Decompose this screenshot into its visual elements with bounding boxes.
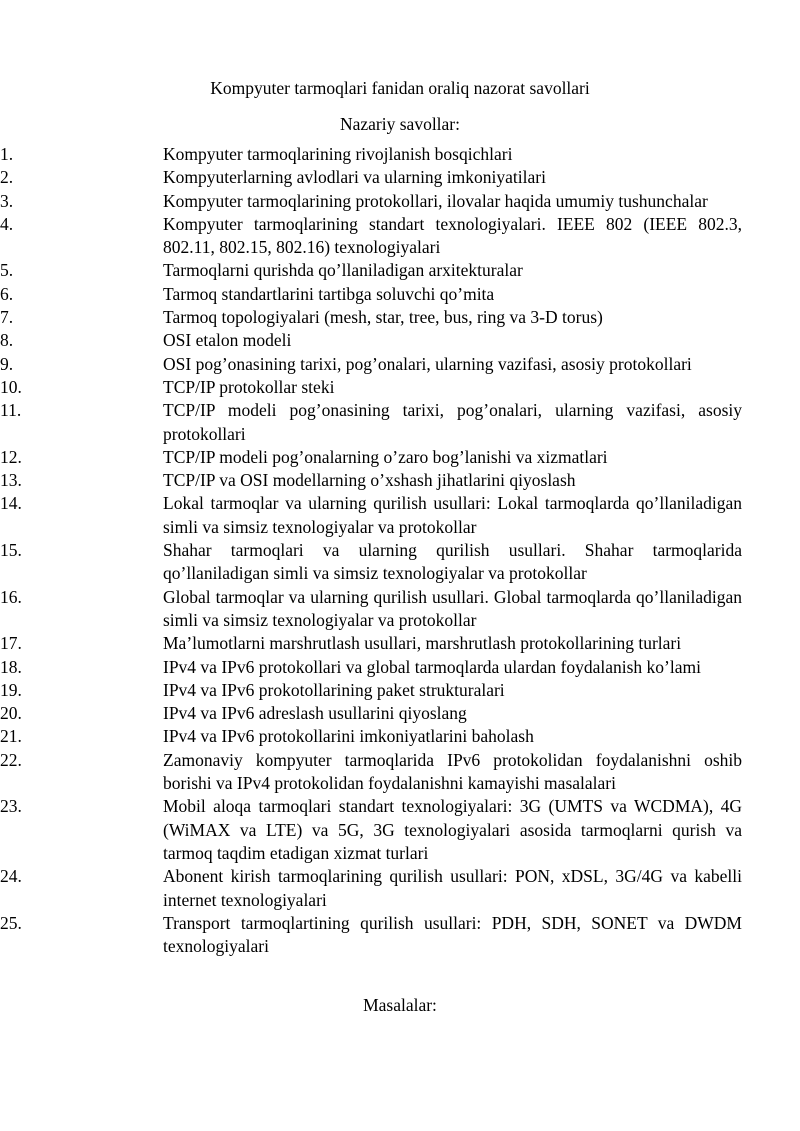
question-item <box>0 679 800 702</box>
question-item <box>0 166 800 189</box>
question-number: 22. <box>0 749 22 770</box>
question-item <box>0 306 800 329</box>
question-number: 8. <box>0 330 14 351</box>
question-text: IPv4 va IPv6 protokollarini imkoniyatlarini baholash <box>163 726 534 747</box>
question-text: Kompyuter tarmoqlarining standart texnologiyalari. IEEE 802 (IEEE 802.3, 802.11, 802.15, 802.16) texnologiyalari <box>163 213 742 258</box>
question-item <box>0 586 800 633</box>
question-item <box>0 353 800 376</box>
question-item <box>0 725 800 748</box>
question-item <box>0 632 800 655</box>
question-item <box>0 865 800 912</box>
question-text: Shahar tarmoqlari va ularning qurilish usullari. Shahar tarmoqlarida qo’llaniladigan simli va simsiz texnologiyalar va protokollar <box>163 540 742 584</box>
question-item <box>0 446 800 469</box>
question-item <box>0 259 800 282</box>
question-item <box>0 399 800 446</box>
question-number: 7. <box>0 307 14 328</box>
question-item <box>0 469 800 492</box>
question-text: IPv4 va IPv6 protokollari va global tarmoqlarda ulardan foydalanish ko’lami <box>163 656 701 677</box>
question-text: Transport tarmoqlartining qurilish usullari: PDH, SDH, SONET va DWDM texnologiyalari <box>163 912 742 957</box>
question-number: 5. <box>0 260 14 281</box>
section-heading-theory: Nazariy savollar: <box>339 114 460 134</box>
question-text: Zamonaviy kompyuter tarmoqlarida IPv6 protokolidan foydalanishni oshib borishi va IPv4 protokolidan foydalanishni kamayishi masalalari <box>163 749 742 794</box>
question-text: TCP/IP protokollar steki <box>163 376 335 397</box>
question-text: Global tarmoqlar va ularning qurilish usullari. Global tarmoqlarda qo’llaniladigan simli va simsiz texnologiyalar va protokollar <box>163 586 742 630</box>
question-item <box>0 213 800 260</box>
question-number: 18. <box>0 656 22 677</box>
question-text: Mobil aloqa tarmoqlari standart texnologiyalari: 3G (UMTS va WCDMA), 4G (WiMAX va LTE) va 5G, 3G texnologiyalari asosida tarmoqlarni qurish va tarmoq taqdim etadigan xizmat turlari <box>163 796 742 863</box>
document-title: Kompyuter tarmoqlari fanidan oraliq nazorat savollari <box>210 78 590 98</box>
question-number: 14. <box>0 493 22 514</box>
question-text: Lokal tarmoqlar va ularning qurilish usullari: Lokal tarmoqlarda qo’llaniladigan simli va simsiz texnologiyalar va protokollar <box>163 493 742 537</box>
question-list <box>0 143 800 958</box>
section-heading-problems: Masalalar: <box>363 995 437 1015</box>
question-number: 4. <box>0 213 14 234</box>
question-item <box>0 190 800 213</box>
question-text: TCP/IP va OSI modellarning o’xshash jihatlarini qiyoslash <box>163 470 576 491</box>
question-number: 16. <box>0 586 22 607</box>
question-text: Tarmoq standartlarini tartibga soluvchi qo’mita <box>163 283 495 304</box>
question-number: 23. <box>0 796 22 817</box>
question-item <box>0 492 800 539</box>
question-item <box>0 329 800 352</box>
question-number: 2. <box>0 167 14 188</box>
question-number: 17. <box>0 633 22 654</box>
question-number: 20. <box>0 703 22 724</box>
question-number: 1. <box>0 144 14 164</box>
question-text: Kompyuter tarmoqlarining protokollari, ilovalar haqida umumiy tushunchalar <box>163 190 708 211</box>
question-text: IPv4 va IPv6 adreslash usullarini qiyoslang <box>163 703 467 724</box>
question-number: 3. <box>0 190 14 211</box>
question-item <box>0 702 800 725</box>
question-item <box>0 376 800 399</box>
question-item <box>0 656 800 679</box>
question-number: 13. <box>0 470 22 491</box>
question-number: 19. <box>0 679 22 700</box>
question-number: 25. <box>0 912 22 933</box>
question-text: IPv4 va IPv6 prokotollarining paket strukturalari <box>163 679 505 700</box>
question-item <box>0 912 800 959</box>
question-number: 21. <box>0 726 22 747</box>
question-number: 10. <box>0 376 22 397</box>
question-number: 11. <box>0 400 22 421</box>
question-text: TCP/IP modeli pog’onasining tarixi, pog’onalari, ularning vazifasi, asosiy protokollari <box>163 400 742 444</box>
question-number: 6. <box>0 283 14 304</box>
question-text: OSI pog’onasining tarixi, pog’onalari, ularning vazifasi, asosiy protokollari <box>163 353 692 374</box>
question-item <box>0 795 800 865</box>
question-text: Kompyuterlarning avlodlari va ularning imkoniyatilari <box>163 167 546 188</box>
question-text: Ma’lumotlarni marshrutlash usullari, marshrutlash protokollarining turlari <box>163 633 682 654</box>
question-number: 24. <box>0 866 22 887</box>
question-item <box>0 539 800 586</box>
question-item <box>0 143 800 166</box>
question-item <box>0 749 800 796</box>
question-text: Kompyuter tarmoqlarining rivojlanish bosqichlari <box>163 144 513 164</box>
question-number: 9. <box>0 353 14 374</box>
question-text: Tarmoq topologiyalari (mesh, star, tree, bus, ring va 3-D torus) <box>163 307 603 328</box>
question-text: Tarmoqlarni qurishda qo’llaniladigan arxitekturalar <box>163 260 523 281</box>
question-item <box>0 283 800 306</box>
question-text: OSI etalon modeli <box>163 330 292 351</box>
question-number: 15. <box>0 540 22 561</box>
question-text: TCP/IP modeli pog’onalarning o’zaro bog’lanishi va xizmatlari <box>163 446 608 467</box>
question-number: 12. <box>0 446 22 467</box>
question-text: Abonent kirish tarmoqlarining qurilish usullari: PON, xDSL, 3G/4G va kabelli internet texnologiyalari <box>163 866 742 910</box>
